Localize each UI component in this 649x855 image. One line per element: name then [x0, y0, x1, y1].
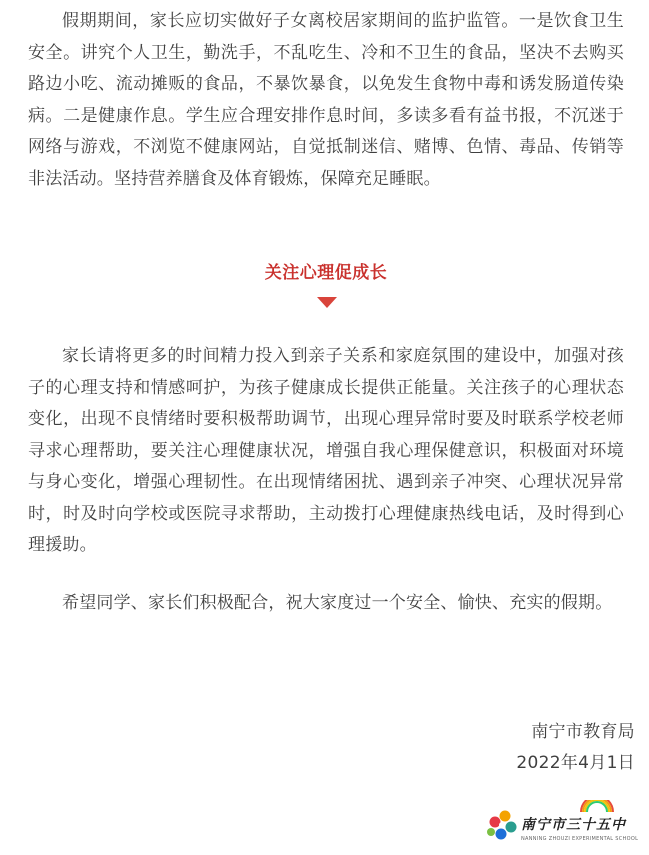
- school-name-english: NANNING ZHOUZI EXPERIMENTAL SCHOOL: [521, 836, 639, 842]
- signature-date: 2022年4月1日: [516, 753, 635, 773]
- section-heading-container: [28, 258, 624, 283]
- down-triangle-icon: [317, 297, 337, 308]
- paragraph-closing-wish: 希望同学、家长们积极配合，祝大家度过一个安全、愉快、充实的假期。: [62, 593, 613, 613]
- school-watermark-logo: [481, 800, 641, 848]
- school-name-watermark: 南宁市三十五中: [521, 817, 626, 833]
- section-heading: 关注心理促成长: [264, 263, 388, 283]
- signature-organization: 南宁市教育局: [531, 722, 635, 742]
- paragraph-holiday-safety: 假期期间，家长应切实做好子女离校居家期间的监护监管。一是饮食卫生安全。讲究个人卫生，勤洗手，不乱吃生、冷和不卫生的食品，坚决不去购买路边小吃、流动摊贩的食品，不暴饮暴食，以免发生食物中毒和诱发肠道传染病。二是健康作息。学生应合理安排作息时间，多读多看有益书报，不沉迷于网络与游戏，不浏览不健康网站，自觉抵制迷信、赌博、色情、毒品、传销等非法活动。坚持营养膳食及体育锻炼，保障充足睡眠。: [28, 11, 624, 189]
- paragraph-mental-health: 家长请将更多的时间精力投入到亲子关系和家庭氛围的建设中，加强对孩子的心理支持和情感呵护，为孩子健康成长提供正能量。关注孩子的心理状态变化，出现不良情绪时要积极帮助调节，出现心理异常时要及时联系学校老师寻求心理帮助，要关注心理健康状况，增强自我心理保健意识，积极面对环境与身心变化，增强心理韧性。在出现情绪困扰、遇到亲子冲突、心理状况异常时，时及时向学校或医院寻求帮助，主动拨打心理健康热线电话，及时得到心理援助。: [28, 346, 624, 555]
